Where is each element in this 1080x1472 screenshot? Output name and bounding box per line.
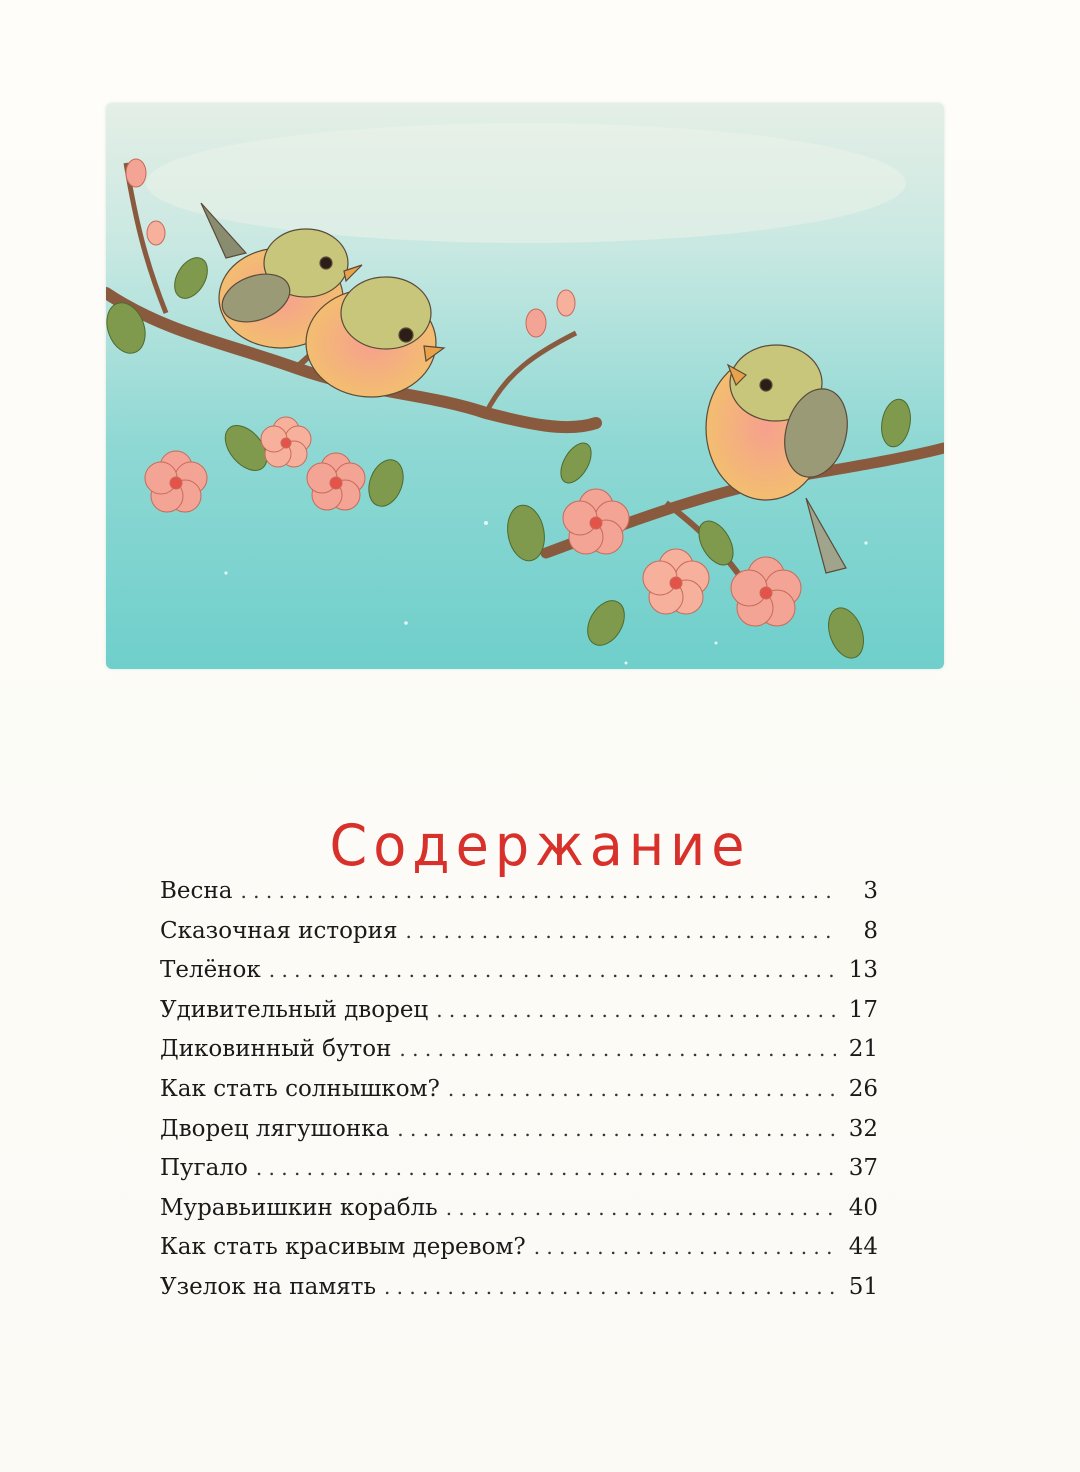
toc-entry-page: 8 xyxy=(863,917,878,944)
dot-leader xyxy=(384,1275,836,1299)
dot-leader xyxy=(448,1077,836,1101)
dot-leader xyxy=(406,919,837,943)
birds-on-branch-illustration xyxy=(106,103,944,669)
toc-entry[interactable] xyxy=(160,1234,878,1274)
toc-entry[interactable] xyxy=(160,1274,878,1314)
toc-entry[interactable] xyxy=(160,1155,878,1195)
toc-entry[interactable] xyxy=(160,997,878,1037)
toc-entry-page: 44 xyxy=(848,1234,878,1261)
table-of-contents-title: Содержание xyxy=(329,812,751,879)
toc-entry-title: Диковинный бутон xyxy=(160,1036,392,1063)
toc-entry[interactable] xyxy=(160,1116,878,1156)
toc-entry-page: 37 xyxy=(848,1155,878,1182)
toc-entry[interactable] xyxy=(160,1195,878,1235)
table-of-contents xyxy=(160,878,878,1314)
toc-entry-page: 40 xyxy=(848,1194,878,1221)
toc-entry-title: Как стать красивым деревом? xyxy=(160,1234,526,1261)
toc-entry-title: Весна xyxy=(160,878,233,904)
dot-leader xyxy=(446,1196,836,1220)
toc-entry[interactable] xyxy=(160,878,878,918)
toc-entry-title: Пугало xyxy=(160,1155,248,1182)
dot-leader xyxy=(534,1235,836,1259)
toc-entry-title: Сказочная история xyxy=(160,917,398,944)
toc-entry-title: Удивительный дворец xyxy=(160,996,429,1023)
toc-entry-title: Телёнок xyxy=(160,957,261,984)
toc-entry-page: 26 xyxy=(848,1075,878,1102)
dot-leader xyxy=(436,998,836,1022)
toc-entry-title: Узелок на память xyxy=(160,1273,376,1300)
toc-entry-page: 17 xyxy=(848,996,878,1023)
toc-entry-title: Муравьишкин корабль xyxy=(160,1194,438,1221)
toc-entry-page: 32 xyxy=(848,1115,878,1142)
dot-leader xyxy=(397,1117,836,1141)
toc-entry-title: Как стать солнышком? xyxy=(160,1075,440,1102)
toc-entry-page: 13 xyxy=(848,957,878,984)
toc-entry[interactable] xyxy=(160,1036,878,1076)
toc-entry-page: 21 xyxy=(848,1036,878,1063)
toc-entry-page: 51 xyxy=(848,1273,878,1300)
dot-leader xyxy=(399,1037,836,1061)
dot-leader xyxy=(269,958,836,982)
toc-entry[interactable] xyxy=(160,918,878,958)
toc-entry-title: Дворец лягушонка xyxy=(160,1115,390,1142)
dot-leader xyxy=(256,1156,836,1180)
toc-entry[interactable] xyxy=(160,957,878,997)
dot-leader xyxy=(240,879,836,903)
toc-entry[interactable] xyxy=(160,1076,878,1116)
toc-entry-page: 3 xyxy=(863,878,878,904)
